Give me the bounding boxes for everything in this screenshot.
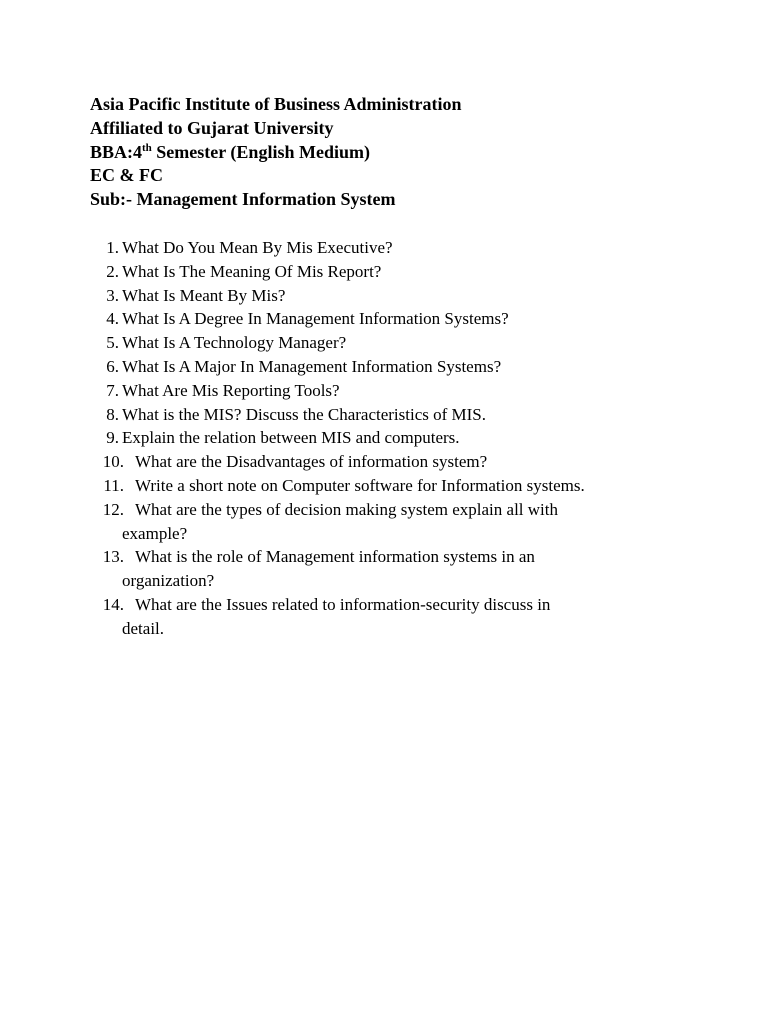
question-item [0, 307, 768, 331]
question-item [0, 545, 768, 593]
question-continuation: example? [122, 523, 188, 543]
question-list [0, 236, 768, 641]
question-number: 7. [106, 380, 119, 400]
question-text: What are the Disadvantages of information system? [135, 452, 488, 472]
question-text: What Is A Technology Manager? [122, 333, 347, 353]
question-number: 9. [106, 428, 119, 448]
question-number: 11. [103, 475, 124, 495]
question-item [0, 355, 768, 379]
question-continuation: detail. [122, 618, 165, 638]
question-number: 8. [106, 404, 119, 424]
question-item [0, 498, 768, 546]
subject-line: Sub:- Management Information System [90, 189, 396, 210]
question-item [0, 236, 768, 260]
question-number: 13. [102, 547, 124, 567]
question-text: What Are Mis Reporting Tools? [122, 380, 340, 400]
question-number: 14. [102, 594, 124, 614]
program-prefix: BBA:4 [90, 141, 143, 162]
question-item [0, 426, 768, 450]
question-item [0, 331, 768, 355]
question-text: What is the MIS? Discuss the Characteristics of MIS. [122, 404, 487, 424]
question-text: Explain the relation between MIS and computers. [122, 428, 460, 448]
question-number: 2. [106, 261, 119, 281]
program-suffix: Semester (English Medium) [151, 141, 370, 162]
question-item [0, 284, 768, 308]
question-text: What is the role of Management information systems in an [135, 547, 535, 567]
question-number: 10. [102, 452, 124, 472]
question-item [0, 403, 768, 427]
question-item [0, 450, 768, 474]
affiliation-line: Affiliated to Gujarat University [90, 117, 334, 138]
question-number: 3. [106, 285, 119, 305]
question-number: 1. [106, 238, 119, 257]
document-header [90, 93, 462, 212]
question-number: 6. [106, 356, 119, 376]
question-item [0, 260, 768, 284]
question-text: What Is Meant By Mis? [122, 285, 286, 305]
question-text: What Is A Degree In Management Information Systems? [122, 309, 509, 329]
groups-line: EC & FC [90, 165, 163, 186]
question-item [0, 379, 768, 403]
institute-name: Asia Pacific Institute of Business Administration [90, 94, 462, 114]
program-superscript: th [142, 141, 152, 154]
question-text: What Do You Mean By Mis Executive? [122, 238, 393, 257]
question-item [0, 593, 768, 641]
question-text: What Is The Meaning Of Mis Report? [122, 261, 382, 281]
question-number: 12. [102, 499, 124, 519]
question-number: 5. [106, 333, 119, 353]
question-text: Write a short note on Computer software for Information systems. [135, 475, 585, 495]
question-text: What Is A Major In Management Information Systems? [122, 356, 502, 376]
question-continuation: organization? [122, 571, 215, 591]
question-item [0, 474, 768, 498]
question-number: 4. [106, 309, 119, 329]
program-line [90, 141, 462, 165]
question-text: What are the types of decision making system explain all with [135, 499, 558, 519]
question-text: What are the Issues related to information-security discuss in [135, 594, 551, 614]
